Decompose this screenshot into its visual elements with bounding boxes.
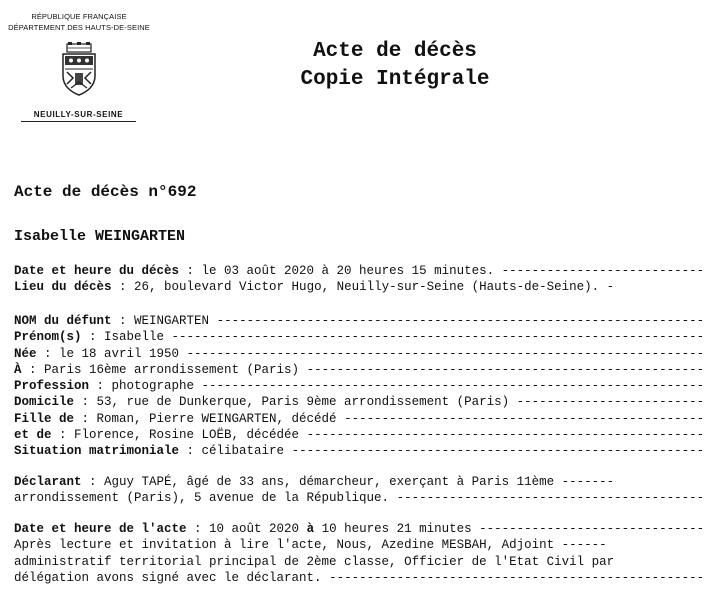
department-label: DÉPARTEMENT DES HAUTS-DE-SEINE [8,23,150,32]
republic-label: RÉPUBLIQUE FRANÇAISE [31,12,127,21]
surname-label: NOM du défunt [14,314,112,328]
acte-number: Acte de décès n°692 [14,183,197,201]
birth-date-row [14,346,702,362]
birth-place-row [14,362,702,378]
domicile-label: Domicile [14,395,75,410]
marital-status-label: Situation matrimoniale [14,444,180,459]
title-line-1: Acte de décès [313,40,477,63]
mother-row [14,427,702,443]
surname-row [14,313,702,329]
acte-date-label: Date et heure de l'acte [14,522,187,536]
acte-text-line-2: administratif territorial principal de 2ème classe, Officier de l'Etat Civil par [14,554,615,569]
death-details [14,263,702,296]
father-row [14,411,702,427]
deceased-details [14,313,702,460]
firstname-row [14,329,702,345]
death-date-row [14,263,702,279]
title-line-2: Copie Intégrale [300,68,490,91]
firstname-value: : Isabelle [81,330,165,345]
declarant-value-line-1: : Aguy TAPÉ, âgé de 33 ans, démarcheur, exerçant à Paris 11ème ------- [81,475,615,489]
coat-of-arms-icon [59,42,99,96]
person-name: Isabelle WEINGARTEN [14,228,186,245]
acte-text-line-3: délégation avons signé avec le déclarant. ----- [14,570,702,586]
declarant-line-2: arrondissement (Paris), 5 avenue de la République. ----- [14,490,702,506]
marital-status-row [14,443,702,459]
domicile-row [14,394,702,410]
acte-text-line-1: Après lecture et invitation à lire l'acte, Nous, Azedine MESBAH, Adjoint ------ [14,538,607,553]
birth-date-value: : le 18 avril 1950 [36,346,180,361]
mother-value: : Florence, Rosine LOËB, décédée [51,428,300,443]
document-title [250,38,540,94]
declarant-details [14,474,702,507]
acte-date-value-b: 10 heures 21 minutes [314,522,472,536]
acte-date-value-a: : 10 août 2020 [186,522,307,536]
death-place-value: : 26, boulevard Victor Hugo, Neuilly-sur-Seine (Hauts-de-Seine). - [111,280,615,295]
acte-date-row [14,521,702,537]
marital-status-value: : célibataire [179,444,285,459]
profession-label: Profession [14,379,90,394]
profession-row [14,378,702,394]
firstname-label: Prénom(s) [14,330,82,345]
issuer-block [4,11,154,96]
death-place-row [14,279,702,295]
death-place-label: Lieu du décès [14,280,112,295]
father-label: Fille de [14,411,75,426]
declarant-label: Déclarant [14,475,82,489]
death-date-label: Date et heure du décès [14,264,180,278]
surname-value: : WEINGARTEN [111,314,210,328]
birth-date-label: Née [14,346,37,361]
acte-details [14,521,702,586]
father-value: : Roman, Pierre WEINGARTEN, décédé [74,411,337,426]
domicile-value: : 53, rue de Dunkerque, Paris 9ème arrondissement (Paris) [74,395,510,410]
profession-value: : photographe [89,379,195,394]
mother-label: et de [14,428,52,443]
acte-date-value-bold: à [306,522,315,536]
death-date-value: : le 03 août 2020 à 20 heures 15 minutes. [179,264,495,278]
birth-place-value: : Paris 16ème arrondissement (Paris) [21,362,300,377]
declarant-row [14,474,702,490]
city-name: NEUILLY-SUR-SEINE [21,110,136,122]
birth-place-label: À [14,362,22,377]
